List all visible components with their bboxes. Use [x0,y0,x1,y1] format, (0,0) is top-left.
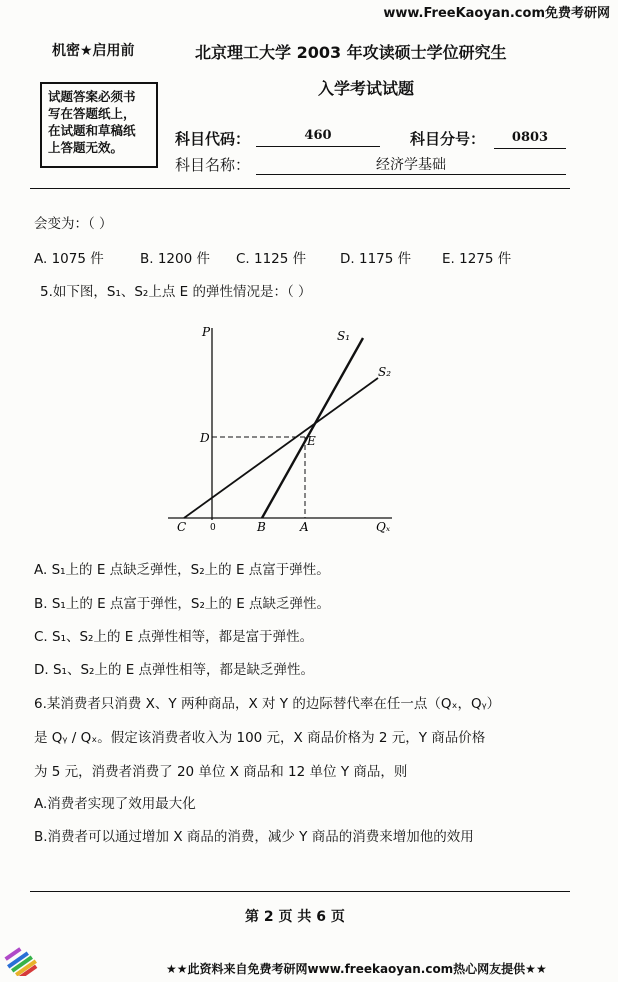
notice-line: 试题答案必须书 [48,89,136,104]
subject-no-label: 科目分号： [410,130,486,148]
label-p: P [202,325,211,339]
subject-name-label: 科目名称： [175,156,251,174]
label-d: D [200,431,210,445]
notice-line: 写在答题纸上， [48,106,136,121]
subject-code-label: 科目代码： [175,130,251,148]
exam-title: 入学考试试题 [318,79,415,98]
university-title: 北京理工大学 2003 年攻读硕士学位研究生 [195,43,507,62]
q5-option-b: B. S₁上的 E 点富于弹性，S₂上的 E 点缺乏弹性。 [34,596,331,612]
subject-name-value: 经济学基础 [256,154,566,175]
q5-option-d: D. S₁、S₂上的 E 点弹性相等，都是缺乏弹性。 [34,662,315,678]
q4-option-e: E. 1275 件 [442,251,512,267]
confidential-label: 机密★启用前 [52,43,135,59]
header-divider [30,188,570,189]
label-qx: Qₓ [376,520,391,534]
answer-notice-box [40,82,158,168]
subject-no-value: 0803 [494,130,566,149]
q4-option-a: A. 1075 件 [34,251,104,267]
q6-option-a: A.消费者实现了效用最大化 [34,796,196,812]
subject-code-value: 460 [256,128,380,147]
elasticity-diagram [160,320,400,540]
q6-option-b: B.消费者可以通过增加 X 商品的消费，减少 Y 商品的消费来增加他的效用 [34,829,474,845]
q4-option-c: C. 1125 件 [236,251,307,267]
label-e: E [307,434,316,448]
notice-line: 在试题和草稿纸 [48,123,136,138]
label-s1: S₁ [337,329,351,343]
footer-banner: ★★此资料来自免费考研网www.freekaoyan.com热心网友提供★★ [166,962,547,976]
q4-option-d: D. 1175 件 [340,251,412,267]
question6-line-3: 为 5 元，消费者消费了 20 单位 X 商品和 12 单位 Y 商品，则 [34,764,408,780]
q5-option-c: C. S₁、S₂上的 E 点弹性相等，都是富于弹性。 [34,629,314,645]
label-s2: S₂ [378,365,392,379]
label-origin: 0 [210,523,216,533]
supply-curve-s1 [262,338,363,518]
page-number: 第 2 页 共 6 页 [245,909,345,925]
q5-option-a: A. S₁上的 E 点缺乏弹性，S₂上的 E 点富于弹性。 [34,562,330,578]
question6-line-2: 是 Qᵧ / Qₓ。假定该消费者收入为 100 元，X 商品价格为 2 元，Y 商品价格 [34,730,486,746]
label-b: B [257,520,266,534]
question5-stem: 5.如下图，S₁、S₂上点 E 的弹性情况是：（ ） [40,284,312,300]
label-a: A [300,520,309,534]
notice-line: 上答题无效。 [48,140,124,155]
q4-option-b: B. 1200 件 [140,251,210,267]
site-url: www.FreeKaoyan.com免费考研网 [383,6,610,21]
freekaoyan-logo-icon [2,940,42,976]
footer-divider [30,891,570,892]
question4-tail: 会变为：（ ） [34,216,113,232]
supply-curve-s2 [184,378,378,518]
question6-line-1: 6.某消费者只消费 X、Y 两种商品，X 对 Y 的边际替代率在任一点（Qₓ，Qᵧ） [34,696,501,712]
label-c: C [177,520,187,534]
